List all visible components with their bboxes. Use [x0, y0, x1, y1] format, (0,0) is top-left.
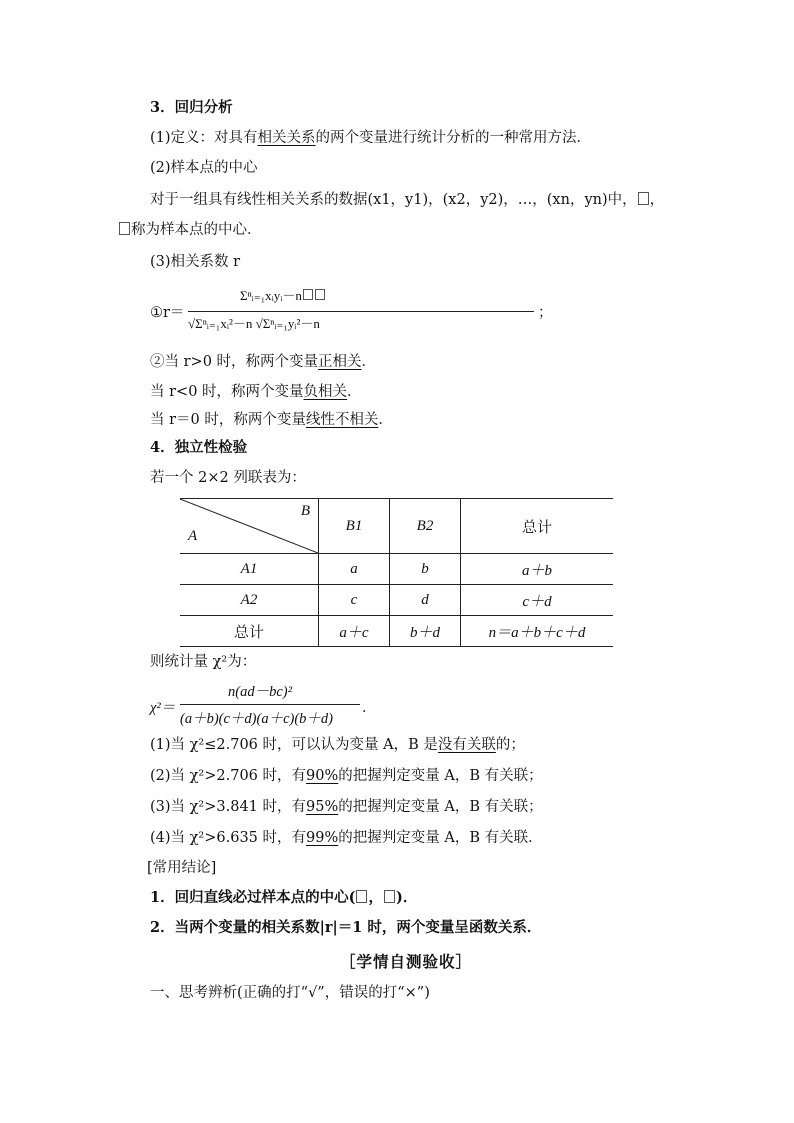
negative-line: 当 r<0 时，称两个变量负相关． — [150, 384, 362, 400]
definition-text-a: (1)定义：对具有 — [150, 130, 258, 146]
chi-intro: 则统计量 χ²为： — [150, 654, 257, 670]
fraction-bar — [188, 311, 534, 312]
part-1-title: 一、思考辨析(正确的打“√”，错误的打“×”) — [150, 985, 430, 1001]
table-cell: b — [390, 554, 461, 585]
table-corner-cell — [180, 499, 319, 554]
table-row — [180, 554, 613, 585]
header-b2: B2 — [390, 499, 461, 554]
zero-line: 当 r＝0 时，称两个变量线性不相关． — [150, 412, 393, 428]
table-intro: 若一个 2×2 列联表为： — [150, 470, 306, 486]
criterion-2-underlined: 90% — [306, 768, 339, 784]
header-total: 总计 — [461, 499, 614, 554]
table-cell: a — [319, 554, 390, 585]
section-4-title: 4．独立性检验 — [150, 439, 248, 456]
center-title: (2)样本点的中心 — [150, 160, 258, 176]
center-text-2: 称为样本点的中心． — [131, 222, 262, 238]
table-row — [180, 616, 613, 647]
corner-label-b: B — [300, 503, 310, 519]
criterion-4-underlined: 99% — [306, 830, 339, 846]
center-line-2 — [118, 220, 262, 240]
r-formula-numerator: Σⁿᵢ₌₁xᵢyᵢ－n — [240, 285, 326, 304]
definition-line — [150, 128, 591, 148]
criterion-3-underlined: 95% — [306, 799, 339, 815]
criterion-1: (1)当 χ²≤2.706 时，可以认为变量 A，B 是没有关联的； — [150, 737, 525, 753]
criterion-2: (2)当 χ²>2.706 时，有90%的把握判定变量 A，B 有关联； — [150, 768, 543, 784]
row-label: A1 — [180, 554, 319, 585]
table-row — [180, 585, 613, 616]
conclusion-2: 2．当两个变量的相关系数|r|＝1 时，两个变量呈函数关系． — [150, 919, 542, 936]
table-cell: c＋d — [461, 585, 614, 616]
table-header-row — [180, 499, 613, 554]
chi-formula-numerator: n(ad－bc)² — [228, 684, 292, 700]
definition-text-b: 的两个变量进行统计分析的一种常用方法． — [315, 130, 592, 146]
x-bar-image-icon — [638, 192, 649, 205]
negative-underlined: 负相关 — [303, 384, 348, 400]
r-formula-lhs: ①r＝ — [150, 305, 185, 321]
r-formula-tail: ； — [538, 305, 553, 321]
positive-line: ②当 r>0 时，称两个变量正相关． — [150, 354, 377, 370]
definition-underlined: 相关关系 — [257, 130, 316, 146]
table-cell: d — [390, 585, 461, 616]
y-bar-image-icon — [384, 890, 395, 903]
table-cell: n＝a＋b＋c＋d — [461, 616, 614, 647]
criterion-3: (3)当 χ²>3.841 时，有95%的把握判定变量 A，B 有关联； — [150, 799, 543, 815]
table-cell: b＋d — [390, 616, 461, 647]
center-text-1: 对于一组具有线性相关关系的数据(x1，y1)，(x2，y2)，…，(xn，yn)中， — [150, 192, 637, 208]
section-3-title: 3．回归分析 — [150, 99, 233, 116]
table-cell: c — [319, 585, 390, 616]
contingency-table — [180, 498, 613, 647]
x-bar-image-icon — [356, 890, 367, 903]
fraction-bar — [180, 704, 360, 705]
row-label: 总计 — [180, 616, 319, 647]
chi-formula-lhs: χ²＝ — [150, 700, 176, 716]
r-formula-denominator: √Σⁿᵢ₌₁xᵢ²－n √Σⁿᵢ₌₁yᵢ²－n — [188, 316, 320, 331]
diagonal-line — [180, 499, 318, 553]
positive-underlined: 正相关 — [318, 354, 362, 370]
common-conclusions-title: [常用结论] — [147, 860, 217, 876]
row-label: A2 — [180, 585, 319, 616]
zero-underlined: 线性不相关 — [305, 412, 379, 428]
conclusion-1: 1．回归直线必过样本点的中心( ， )． — [150, 889, 418, 906]
y-bar-image-icon — [119, 222, 130, 235]
criterion-4: (4)当 χ²>6.635 时，有99%的把握判定变量 A，B 有关联． — [150, 830, 543, 846]
criterion-1-underlined: 没有关联 — [437, 737, 496, 753]
center-line-1: 对于一组具有线性相关关系的数据(x1，y1)，(x2，y2)，…，(xn，yn)中， ， — [150, 192, 665, 208]
header-b1: B1 — [319, 499, 390, 554]
corner-label-a: A — [188, 528, 198, 544]
chi-formula-denominator: (a＋b)(c＋d)(a＋c)(b＋d) — [180, 711, 334, 727]
self-test-section-title: ［学情自测验收］ — [340, 952, 473, 971]
r-title: (3)相关系数 r — [150, 254, 241, 270]
table-cell: a＋b — [461, 554, 614, 585]
table-cell: a＋c — [319, 616, 390, 647]
chi-formula-tail: ． — [362, 700, 377, 716]
